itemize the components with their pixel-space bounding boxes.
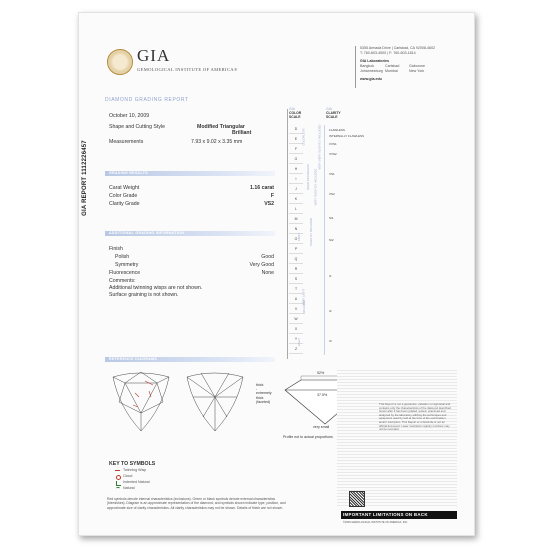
comment-line: Surface graining is not shown. (109, 292, 179, 298)
clarity-group-label: SLIGHTLY INCLUDED (309, 217, 314, 247)
fluorescence-value: None (261, 270, 274, 276)
depth-percent: 37.5% (317, 393, 328, 397)
color-scale-grade: W (289, 315, 303, 324)
finish-label: Finish (109, 246, 123, 252)
report-date: October 10, 2009 (109, 113, 150, 119)
color-group-label: FAINT (296, 233, 301, 241)
color-scale-grade: G (289, 155, 303, 164)
color-scale-grade: F (289, 145, 303, 154)
color-scale-grade: T (289, 285, 303, 294)
color-scale-grade: K (289, 195, 303, 204)
color-scale-grade: X (289, 325, 303, 334)
culet-label: very small (313, 425, 330, 429)
polish-value: Good (261, 254, 274, 260)
cloud-icon (116, 475, 121, 480)
color-scale (289, 125, 310, 365)
lab-city: New York (409, 69, 425, 73)
color-group-label: VERY LIGHT (301, 288, 306, 306)
color-group-label: COLORLESS (301, 128, 306, 146)
clarity-plot-diagrams (105, 367, 255, 447)
institute-name: GEMOLOGICAL INSTITUTE OF AMERICA® (137, 67, 238, 72)
key-footnote: Red symbols denote internal characteristics (inclusions). Green or black symbols denote external characteristics (blemishes). Diagram is an approximate representation of the diamond, and symbols shown indicate type, position, and approximate size of clarity characteristics. All clarity characteristics may not be shown. Details of finish are not shown. (107, 497, 286, 510)
lab-city: Carlsbad (385, 64, 400, 68)
color-scale-grade: D (289, 125, 303, 134)
gia-seal-icon (107, 49, 133, 75)
twinning-wisp-icon (115, 470, 120, 471)
measurements-value: 7.93 x 9.02 x 3.35 mm (191, 139, 243, 145)
shape-label: Shape and Cutting Style (109, 124, 165, 130)
symmetry-value: Very Good (249, 262, 274, 268)
carat-label: Carat Weight (109, 185, 140, 191)
additional-info-header: ADDITIONAL GRADING INFORMATION (105, 231, 275, 236)
clarity-scale-grade: VVS1 (329, 142, 337, 146)
color-grade-label: Color Grade (109, 193, 138, 199)
clarity-scale-rule (324, 125, 325, 355)
clarity-scale-grade: FLAWLESS (329, 128, 345, 132)
comments-label: Comments: (109, 278, 136, 284)
crown-view-diagram (113, 372, 169, 431)
color-scale-grade: S (289, 275, 303, 284)
shape-value-2: Brilliant (232, 130, 252, 136)
grading-results-header: GRADING RESULTS (105, 171, 275, 176)
lab-city: Mumbai (385, 69, 398, 73)
color-scale-grade: H (289, 165, 303, 174)
clarity-grade-label: Clarity Grade (109, 201, 140, 207)
address-line-2: T: 760-603-4500 | F: 760-603-1814 (360, 51, 416, 55)
address-line-1: 5355 Armada Drive | Carlsbad, CA 92008-4602 (360, 46, 436, 50)
clarity-scale-grade: VS1 (329, 172, 335, 176)
header-divider (355, 46, 356, 88)
girdle-description: thick - extremely thick (faceted) (256, 383, 272, 404)
disclaimer-text: This Report is not a guarantee, valuation or appraisal and contains only the characteristics of the diamond described herein after it has been graded, tested, examined and analyzed by the laboratory utilizing the techniques and equipment used by GIA at the time of the examination and/or inscription. This Report or a facsimile is not an official document. Laser inscription registry numbers may not be recorded. (379, 402, 451, 432)
color-scale-grade: I (289, 175, 303, 184)
color-scale-grade: Z (289, 345, 303, 354)
symmetry-label: Symmetry (115, 262, 139, 268)
comment-line: Additional twinning wisps are not shown. (109, 285, 203, 291)
clarity-grade-value: VS2 (264, 201, 274, 207)
pavilion-view-diagram (187, 373, 243, 431)
color-scale-title: GIA COLOR SCALE (289, 107, 302, 120)
security-pattern (337, 368, 457, 506)
color-scale-grade: E (289, 135, 303, 144)
clarity-scale-grade: SI1 (329, 216, 334, 220)
color-scale-grade: U (289, 295, 303, 304)
lab-city: Gaborone (409, 64, 425, 68)
clarity-scale-grade: I3 (329, 339, 332, 343)
color-scale-grade: Y (289, 335, 303, 344)
hologram-icon (349, 491, 365, 507)
labs-title: GIA Laboratories (360, 59, 390, 63)
clarity-scale-grade: VS2 (329, 192, 335, 196)
fluorescence-label: Fluorescence (109, 270, 141, 276)
key-item: Twinning Wisp (123, 468, 147, 472)
reference-diagrams-header: REFERENCE DIAGRAMS (105, 357, 275, 362)
lab-city: Johannesburg (360, 69, 383, 73)
color-scale-grade: M (289, 215, 303, 224)
gia-logo-text: GIA (137, 46, 171, 65)
clarity-scale-grade: SI2 (329, 238, 334, 242)
measurements-label: Measurements (109, 139, 144, 145)
clarity-group-label: INCLUDED (302, 299, 307, 315)
color-scale-grade: P (289, 245, 303, 254)
clarity-scale-grade: VVS2 (329, 152, 337, 156)
copyright: ©2009 GEMOLOGICAL INSTITUTE OF AMERICA, INC. (343, 521, 408, 524)
table-percent: 52% (317, 371, 325, 375)
clarity-group-label: VERY SLIGHTLY INCLUDED (313, 168, 318, 206)
shape-value: Modified Triangular (197, 124, 245, 130)
report-title: DIAMOND GRADING REPORT (105, 97, 189, 103)
color-grade-value: F (270, 193, 274, 199)
proportions-note: Profile not to actual proportions (283, 435, 333, 439)
color-group-label: LIGHT (297, 337, 302, 347)
grading-report-document (78, 12, 475, 536)
color-scale-grade: Q (289, 255, 303, 264)
color-scale-grade: V (289, 305, 303, 314)
color-scale-grade: O (289, 235, 303, 244)
key-item: Indented Natural (123, 480, 150, 484)
key-item: Natural (123, 486, 135, 490)
key-item: Cloud (123, 474, 133, 478)
color-group-label: NEAR COLORLESS (305, 164, 310, 190)
scales-left-rule (287, 109, 288, 359)
color-scale-grade: L (289, 205, 303, 214)
indented-natural-icon (116, 481, 121, 486)
carat-value: 1.16 carat (250, 185, 274, 191)
color-scale-grade: R (289, 265, 303, 274)
clarity-scale-grade: I1 (329, 274, 332, 278)
lab-city: Bangkok (360, 64, 374, 68)
polish-label: Polish (115, 254, 130, 260)
clarity-group-label: VERY VERY SLIGHTLY INCLUDED (317, 124, 322, 170)
key-title: KEY TO SYMBOLS (109, 461, 156, 467)
clarity-scale-grade: INTERNALLY FLAWLESS (329, 134, 364, 138)
clarity-scale-grade: I2 (329, 309, 332, 313)
report-number-side-label: GIA REPORT 1112226457 (82, 140, 88, 216)
limitations-title: IMPORTANT LIMITATIONS ON BACK (343, 512, 428, 517)
color-scale-grade: N (289, 225, 303, 234)
natural-icon (116, 487, 120, 490)
website: www.gia.edu (360, 77, 382, 81)
color-scale-grade: J (289, 185, 303, 194)
clarity-scale-title: GIA CLARITY SCALE (326, 107, 341, 120)
